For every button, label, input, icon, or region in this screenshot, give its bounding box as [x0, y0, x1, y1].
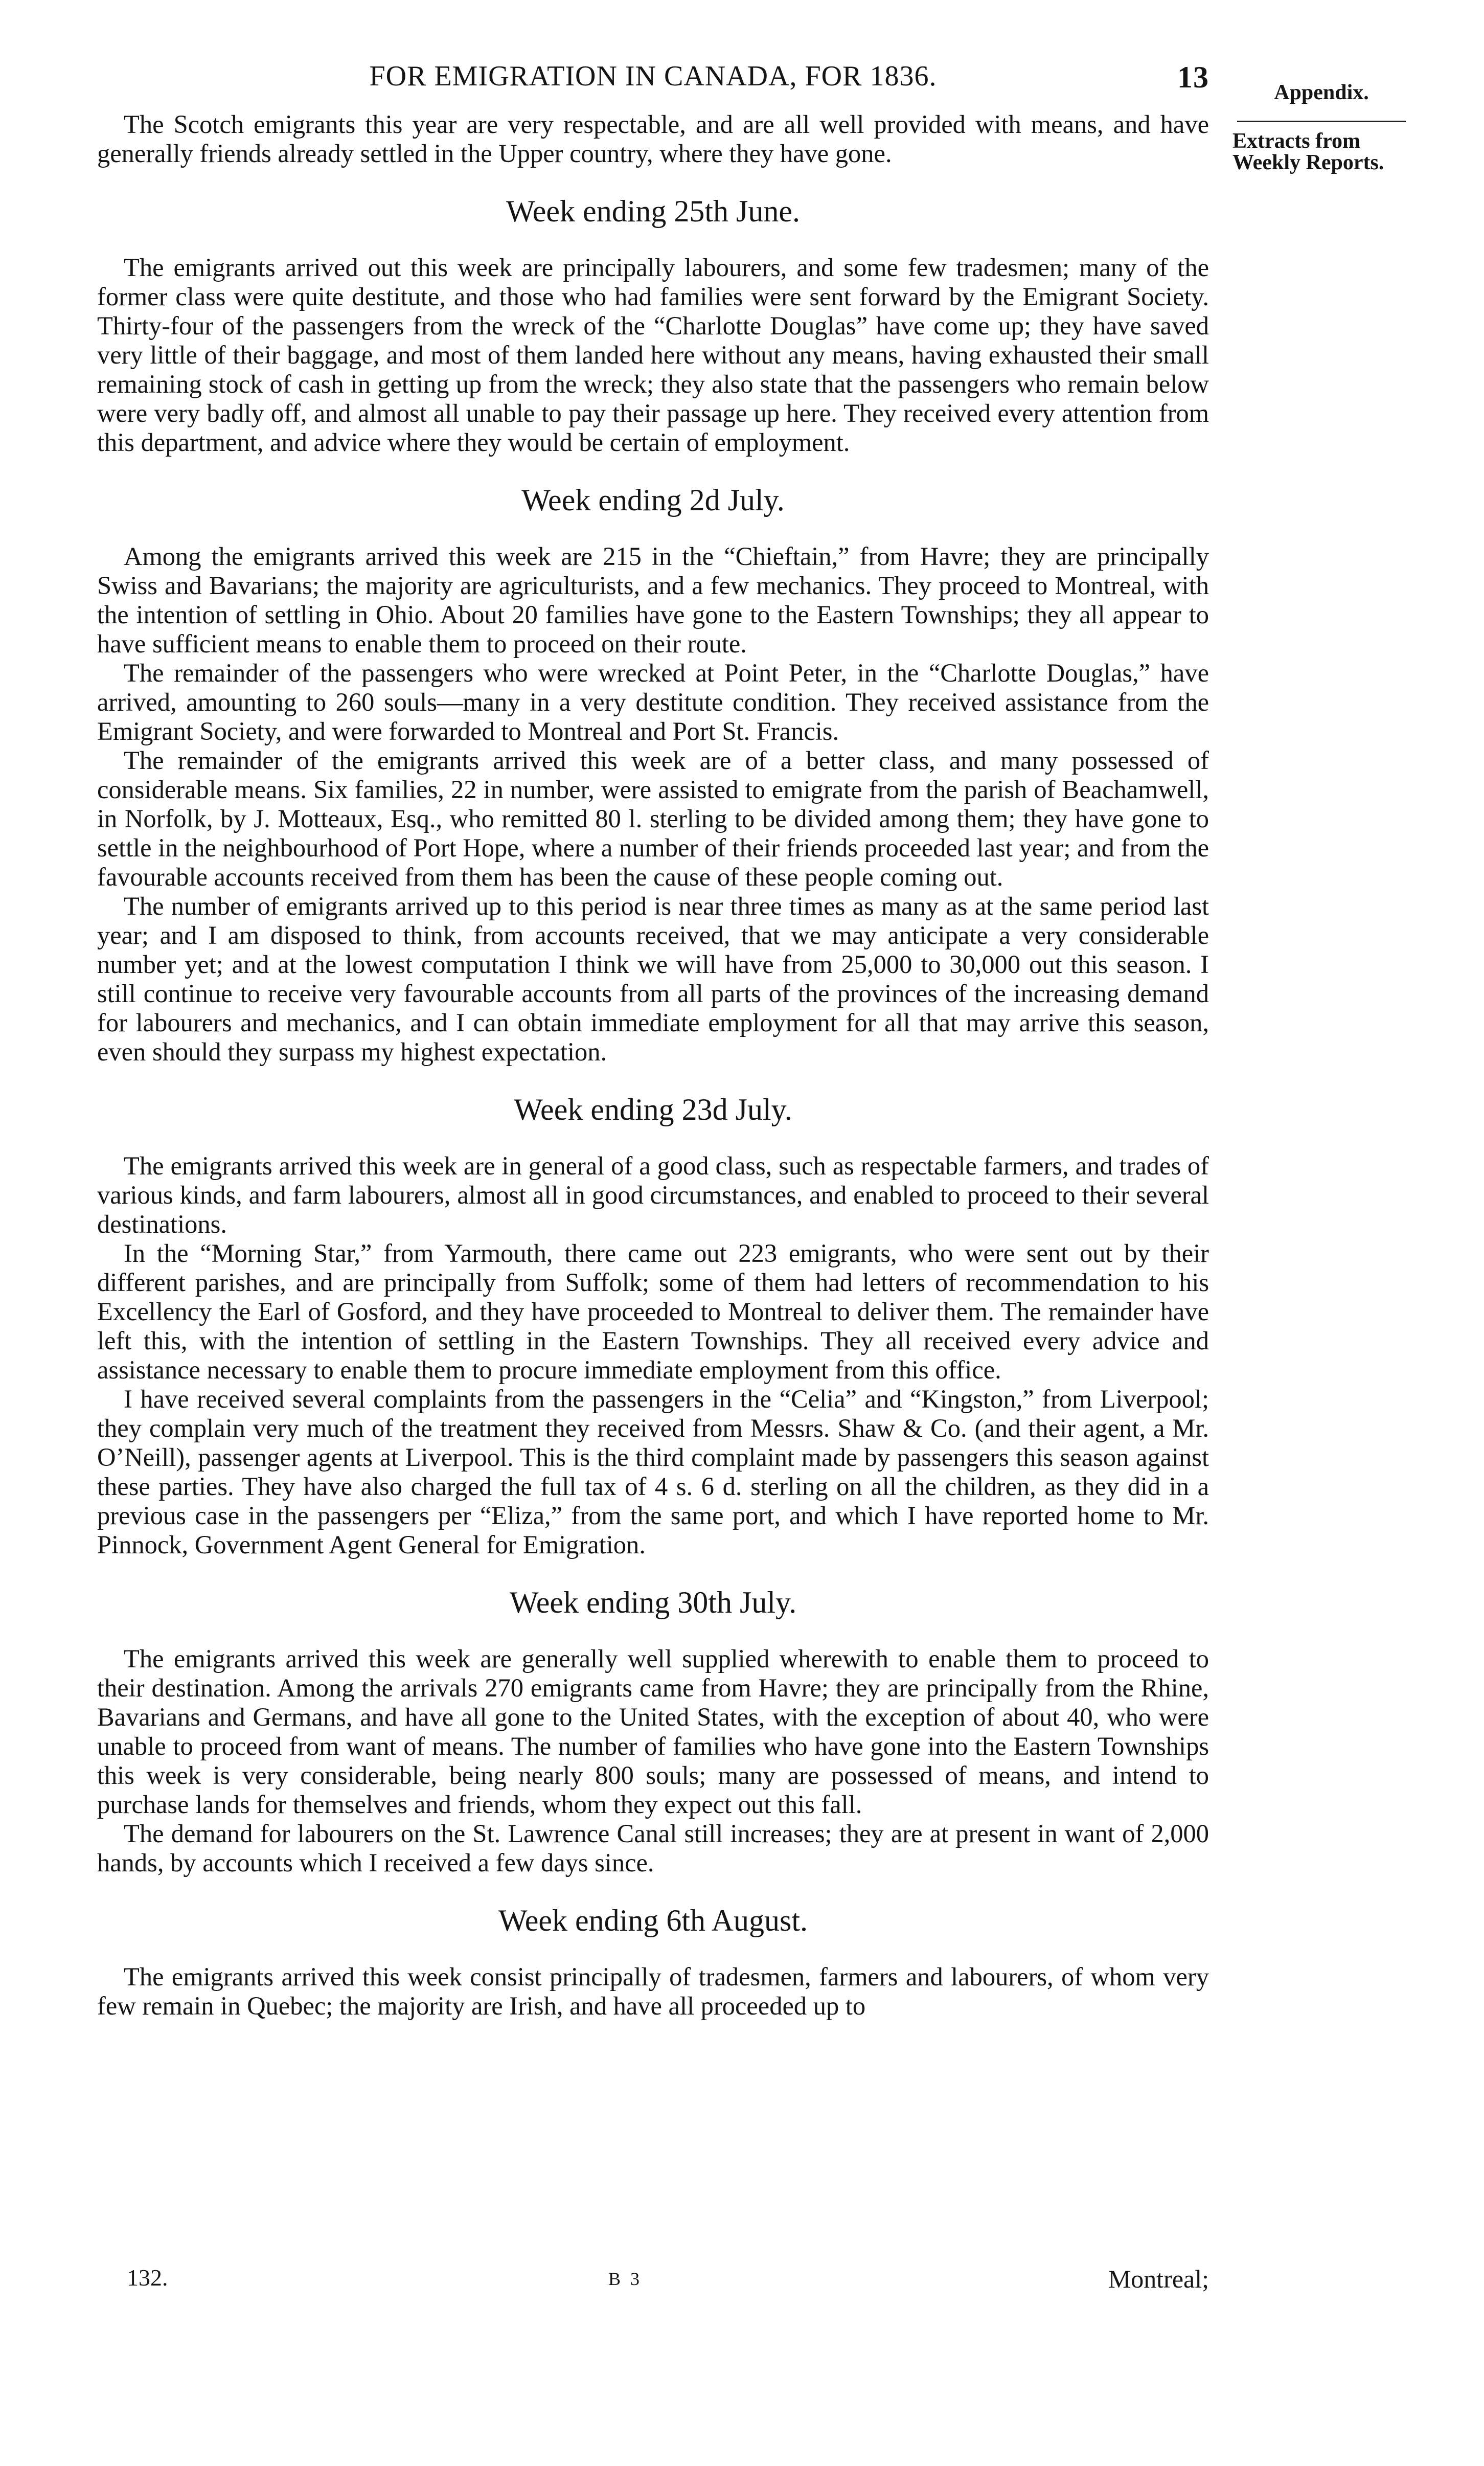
appendix-label: Appendix.	[1274, 81, 1369, 104]
paragraph-2d-july-4: The number of emigrants arrived up to this period is near three times as many as at the same period last year; and I am disposed to think, from accounts received, that we may anticipate a very considerable number yet; and at the lowest computation I think we will have from 25,000 to 30,000 out this season. I still continue to receive very favourable accounts from all parts of the provinces of the increasing demand for labourers and mechanics, and I can obtain immediate employment for all that may arrive this season, even should they surpass my highest expectation.	[97, 892, 1209, 1066]
running-head-title: FOR EMIGRATION IN CANADA, FOR 1836.	[369, 60, 937, 92]
paragraph-23d-july-3: I have received several complaints from the passengers in the “Celia” and “Kingston,” from Liverpool; they complain very much of the treatment they received from Messrs. Shaw & Co. (and their agent, a Mr. O’Neill), passenger agents at Liverpool. This is the third complaint made by passengers this season against these parties. They have also charged the full tax of 4 s. 6 d. sterling on all the children, as they did in a previous case in the passengers per “Eliza,” from the same port, and which I have reported home to Mr. Pinnock, Government Agent General for Emigration.	[97, 1385, 1209, 1559]
paragraph-30th-july-2: The demand for labourers on the St. Lawrence Canal still increases; they are at present in want of 2,000 hands, by accounts which I received a few days since.	[97, 1819, 1209, 1877]
page-number: 13	[1177, 60, 1209, 94]
margin-rule	[1237, 121, 1406, 122]
intro-paragraph: The Scotch emigrants this year are very respectable, and are all well provided with means, and have generally friends already settled in the Upper country, where they have gone.	[97, 110, 1209, 168]
footer-catchword: Montreal;	[1108, 2265, 1209, 2293]
margin-note	[1229, 82, 1413, 173]
paragraph-2d-july-2: The remainder of the passengers who were wrecked at Point Peter, in the “Charlotte Douglas,” have arrived, amounting to 260 souls—many in a very destitute condition. They received assistance from the Emigrant Society, and were forwarded to Montreal and Port St. Francis.	[97, 659, 1209, 745]
paragraph-6th-august-1: The emigrants arrived this week consist principally of tradesmen, farmers and labourers, of whom very few remain in Quebec; the majority are Irish, and have all proceeded up to	[97, 1962, 1209, 2020]
paragraph-23d-july-1: The emigrants arrived this week are in general of a good class, such as respectable farmers, and trades of various kinds, and farm labourers, almost all in good circumstances, and enabled to proceed to their several destinations.	[97, 1151, 1209, 1238]
footer-signature-mark: B 3	[608, 2269, 643, 2289]
section-heading-25th-june: Week ending 25th June.	[506, 194, 801, 228]
section-heading-6th-august: Week ending 6th August.	[498, 1904, 808, 1937]
section-heading-30th-july: Week ending 30th July.	[509, 1586, 797, 1619]
section-heading-23d-july: Week ending 23d July.	[514, 1093, 792, 1126]
paragraph-2d-july-1: Among the emigrants arrived this week are 215 in the “Chieftain,” from Havre; they are principally Swiss and Bavarians; the majority are agriculturists, and a few mechanics. They proceed to Montreal, with the intention of settling in Ohio. About 20 families have gone to the Eastern Townships; they all appear to have sufficient means to enable them to proceed on their route.	[97, 542, 1209, 658]
margin-section-title: Extracts from Weekly Reports.	[1232, 129, 1384, 174]
paragraph-25th-june-1: The emigrants arrived out this week are principally labourers, and some few tradesmen; many of the former class were quite destitute, and those who had families were sent forward by the Emigrant Society. Thirty-four of the passengers from the wreck of the “Charlotte Douglas” have come up; they have saved very little of their baggage, and most of them landed here without any means, having exhausted their small remaining stock of cash in getting up from the wreck; they also state that the passengers who remain below were very badly off, and almost all unable to pay their passage up here. They received every attention from this department, and advice where they would be certain of employment.	[97, 253, 1209, 457]
section-heading-2d-july: Week ending 2d July.	[521, 483, 785, 517]
footer-session-number: 132.	[127, 2265, 168, 2291]
paragraph-2d-july-3: The remainder of the emigrants arrived this week are of a better class, and many possessed of considerable means. Six families, 22 in number, were assisted to emigrate from the parish of Beachamwell, in Norfolk, by J. Motteaux, Esq., who remitted 80 l. sterling to be divided among them; they have gone to settle in the neighbourhood of Port Hope, where a number of their friends proceeded last year; and from the favourable accounts received from them has been the cause of these people coming out.	[97, 746, 1209, 891]
paragraph-23d-july-2: In the “Morning Star,” from Yarmouth, there came out 223 emigrants, who were sent out by their different parishes, and are principally from Suffolk; some of them had letters of recommendation to his Excellency the Earl of Gosford, and they have proceeded to Montreal to deliver them. The remainder have left this, with the intention of settling in the Eastern Townships. They all received every advice and assistance necessary to enable them to procure immediate employment from this office.	[97, 1239, 1209, 1384]
running-head	[97, 54, 1209, 110]
page-footer	[97, 2264, 1209, 2295]
main-column	[97, 54, 1209, 2021]
paragraph-30th-july-1: The emigrants arrived this week are generally well supplied wherewith to enable them to proceed to their destination. Among the arrivals 270 emigrants came from Havre; they are principally from the Rhine, Bavarians and Germans, and have all gone to the United States, with the exception of about 40, who were unable to proceed from want of means. The number of families who have gone into the Eastern Townships this week is very considerable, being nearly 800 souls; many are possessed of means, and intend to purchase lands for themselves and friends, whom they expect out this fall.	[97, 1644, 1209, 1819]
